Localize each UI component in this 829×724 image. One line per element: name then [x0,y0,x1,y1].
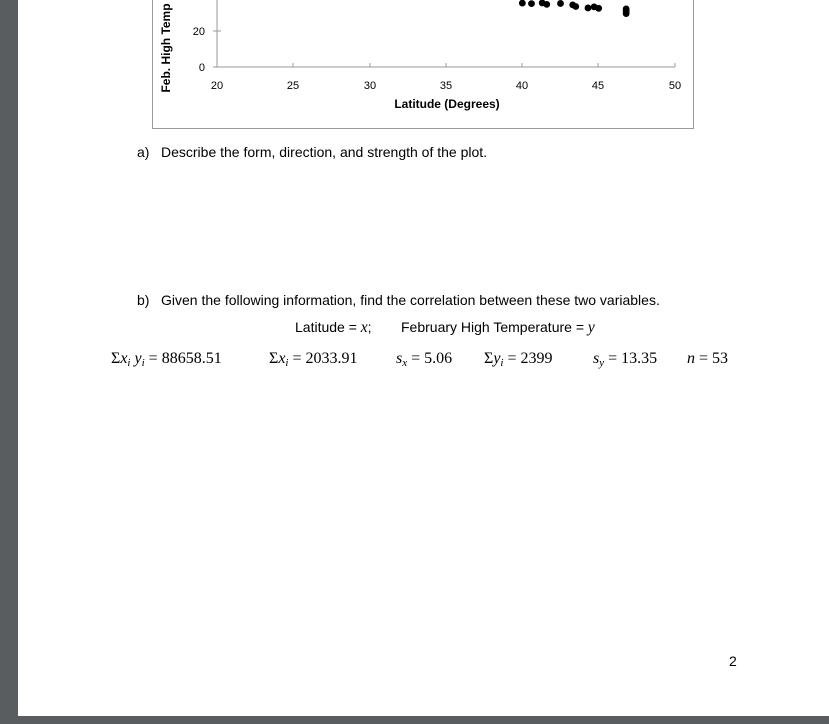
x-axis [211,63,681,92]
temperature-definition [401,319,595,337]
sum-xy-value: 88658.51 [161,350,222,367]
x-tick-label: 30 [363,80,377,92]
y-tick-label: 0 [198,62,205,74]
x-tick-label: 35 [439,80,453,92]
temperature-var: y [587,319,595,336]
temperature-label: February High Temperature = [401,319,588,335]
latitude-sep: ; [367,319,372,335]
scatter-plot [18,0,829,140]
sx-value: 5.06 [424,350,453,367]
n-value: 53 [712,350,729,367]
data-point [557,0,564,7]
data-point [572,3,579,10]
y-axis-title: Feb. High Temp [159,3,173,93]
question-b [137,292,660,308]
data-point [623,10,630,17]
sx-formula: $s_x = 5.06$ [396,350,453,369]
sum-y-value: 2399 [520,350,553,367]
x-tick-label: 40 [515,80,529,92]
question-a-label: a) [137,144,150,160]
question-a-text: Describe the form, direction, and strength of the plot. [161,144,488,160]
sy-formula: $s_y = 13.35$ [593,350,658,369]
data-point [528,0,535,7]
question-b-text: Given the following information, find the correlation between these two variables. [161,292,660,308]
sum-x-value: 2033.91 [305,350,358,367]
y-axis [193,0,221,74]
latitude-definition [295,319,372,337]
document-page [18,0,829,716]
data-point [595,5,602,12]
data-point [543,1,550,8]
sum-y-formula: $\Sigma y_i = 2399$ [484,350,553,369]
x-tick-label: 25 [286,80,300,92]
y-tick-label: 20 [192,26,205,38]
page-number: 2 [729,653,737,669]
data-point [519,0,526,7]
n-formula: n = 53 [687,350,729,367]
latitude-label: Latitude = [295,319,361,335]
sum-x-formula: $\Sigma x_i = 2033.91$ [269,350,358,369]
question-a [137,144,487,160]
question-b-label: b) [137,292,150,308]
x-axis-title: Latitude (Degrees) [394,97,500,111]
x-tick-label: 50 [668,80,682,92]
sum-xy-formula: $\Sigma x_i$ $y_i = 88658.51$ [111,350,222,369]
x-tick-label: 20 [210,80,224,92]
sy-value: 13.35 [621,350,658,367]
x-tick-label: 45 [591,80,605,92]
data-point [585,5,592,12]
latitude-var: x [360,319,368,336]
data-points [519,0,630,17]
